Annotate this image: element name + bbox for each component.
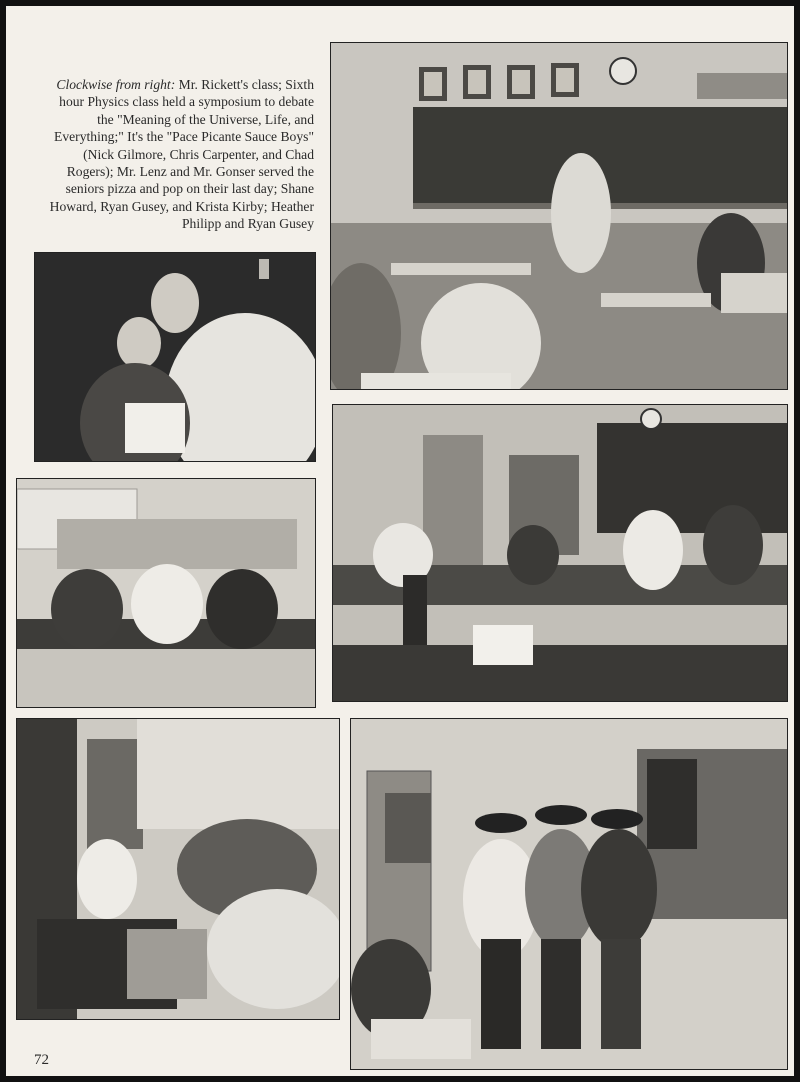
photo-pace-picante-sauce-boys [350, 718, 788, 1070]
caption-lead: Clockwise from right: [56, 77, 176, 92]
yearbook-page [6, 6, 794, 1076]
photo-students-at-tables [16, 478, 316, 708]
caption-body: Mr. Rickett's class; Sixth hour Physics class held a symposium to debate the "Meaning of the Universe, Life, and Everything;" It's the "Pace Picante Sauce Boys" (Nick Gilmore, Chris Carpenter, and Chad Rogers); Mr. Lenz and Mr. Gonser served the seniors pizza and pop on their last day; Shane Howard, Ryan Gusey, and Krista Kirby; Heather Philipp and Ryan Gusey [49, 77, 314, 232]
photo-caption [46, 76, 314, 233]
photo-heather-and-ryan [34, 252, 316, 462]
photo-ricketts-class [330, 42, 788, 390]
page-number: 72 [34, 1052, 49, 1068]
photo-seniors-pizza [16, 718, 340, 1020]
photo-physics-symposium [332, 404, 788, 702]
